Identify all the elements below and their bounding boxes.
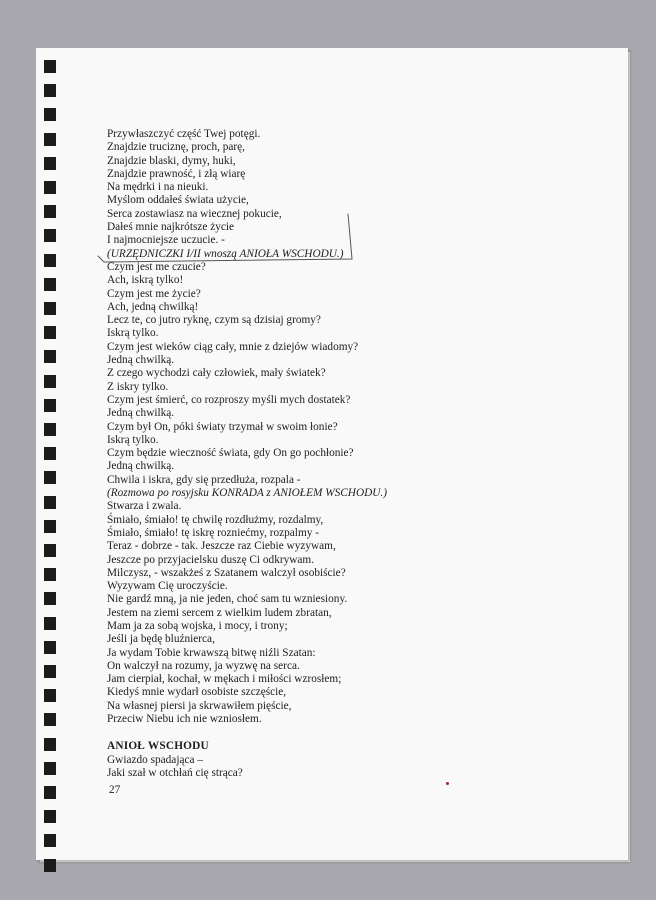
verse-line: Dałeś mnie najkrótsze życie	[107, 221, 235, 234]
verse-line: Jedną chwilką.	[107, 460, 175, 473]
binding-ring	[44, 520, 56, 533]
verse-line: Kiedyś mnie wydarł osobiste szczęście,	[107, 686, 287, 699]
verse-line: Jam cierpiał, kochał, w mękach i miłości wzrosłem;	[107, 673, 342, 686]
binding-ring	[44, 60, 56, 73]
verse-line: Wyzywam Cię uroczyście.	[107, 580, 228, 593]
binding-ring	[44, 447, 56, 460]
binding-ring	[44, 810, 56, 823]
verse-line: Iskrą tylko.	[107, 433, 159, 446]
verse-line: Na własnej piersi ja skrwawiłem pięście,	[107, 699, 292, 712]
binding-ring	[44, 84, 56, 97]
verse-line: Jeśli ja będę bluźnierca,	[107, 633, 215, 646]
binding-ring	[44, 665, 56, 678]
binding-ring	[44, 326, 56, 339]
binding-ring	[44, 713, 56, 726]
verse-line: Iskrą tylko.	[107, 327, 159, 340]
binding-ring	[44, 302, 56, 315]
verse-line: Jeszcze po przyjacielsku duszę Ci odkrywam.	[107, 553, 315, 566]
verse-line: Z czego wychodzi cały człowiek, mały światek?	[107, 367, 326, 380]
binding-ring	[44, 350, 56, 363]
verse-line: Ach, iskrą tylko!	[107, 274, 184, 287]
verse-line: Na mędrki i na nieuki.	[107, 181, 209, 194]
binding-ring	[44, 471, 56, 484]
stanza-gap	[107, 726, 427, 740]
verse-line: Śmiało, śmiało! tę chwilę rozdłużmy, rozdalmy,	[107, 513, 324, 526]
verse-line: Lecz te, co jutro ryknę, czym są dzisiaj gromy?	[107, 314, 321, 327]
verse-line: Chwila i iskra, gdy się przedłuża, rozpala -	[107, 473, 301, 486]
binding-ring	[44, 762, 56, 775]
verse-line: Ach, jedną chwilką!	[107, 300, 199, 313]
verse-line: Śmiało, śmiało! tę iskrę rozniećmy, rozpalmy -	[107, 526, 319, 539]
verse-line: Gwiazdo spadająca –	[107, 753, 203, 766]
binding-ring	[44, 278, 56, 291]
verse-line: Ja wydam Tobie krwawszą bitwę niźli Szatan:	[107, 646, 316, 659]
binding-ring	[44, 786, 56, 799]
verse-line: Przywłaszczyć część Twej potęgi.	[107, 128, 261, 140]
verse-line: Milczysz, - wszakżeś z Szatanem walczył osobiście?	[107, 566, 346, 579]
stage-direction: (URZĘDNICZKI I/II wnoszą ANIOŁA WSCHODU.)	[107, 247, 344, 260]
binding-ring	[44, 181, 56, 194]
binding-ring	[44, 229, 56, 242]
verse-line: Mam ja za sobą wojska, i mocy, i trony;	[107, 619, 288, 632]
binding-ring	[44, 254, 56, 267]
binding-ring	[44, 423, 56, 436]
verse-line: Przeciw Niebu ich nie wzniosłem.	[107, 713, 262, 726]
verse-line: Znajdzie truciznę, proch, parę,	[107, 141, 246, 154]
binding-ring	[44, 133, 56, 146]
page-number: 27	[109, 784, 121, 796]
verse-line: Nie gardź mną, ja nie jeden, choć sam tu wzniesiony.	[107, 593, 348, 606]
verse-line: Znajdzie prawność, i złą wiarę	[107, 167, 246, 180]
binding-ring	[44, 738, 56, 751]
verse-line: On walczył na rozumy, ja wyzwę na serca.	[107, 659, 300, 672]
binding-ring	[44, 617, 56, 630]
verse-line: Czym jest me czucie?	[107, 260, 206, 273]
verse-line: Stwarza i zwala.	[107, 500, 182, 513]
binding-ring	[44, 689, 56, 702]
verse-line: Myślom oddałeś świata użycie,	[107, 194, 249, 207]
binding-ring	[44, 157, 56, 170]
binding-ring	[44, 544, 56, 557]
binding-ring	[44, 859, 56, 872]
spiral-binding	[0, 0, 60, 900]
binding-ring	[44, 205, 56, 218]
verse-line: Czym jest wieków ciąg cały, mnie z dziejów wiadomy?	[107, 340, 359, 353]
verse-line: I najmocniejsze uczucie. -	[107, 234, 225, 247]
binding-ring	[44, 108, 56, 121]
binding-ring	[44, 399, 56, 412]
verse-line: Serca zostawiasz na wiecznej pokucie,	[107, 207, 282, 220]
verse-line: Jestem na ziemi sercem z wielkim ludem zbratan,	[107, 606, 332, 619]
verse-line: Jaki szał w otchłań cię strąca?	[107, 766, 243, 779]
verse-line: Czym jest śmierć, co rozproszy myśli mych dostatek?	[107, 393, 351, 406]
binding-ring	[44, 568, 56, 581]
poem-text	[107, 128, 427, 780]
verse-line: Czym będzie wieczność świata, gdy On go pochłonie?	[107, 447, 354, 460]
binding-ring	[44, 496, 56, 509]
verse-line: Czym był On, póki światy trzymał w swoim łonie?	[107, 420, 338, 433]
verse-line: Znajdzie blaski, dymy, huki,	[107, 154, 236, 167]
red-speck	[446, 782, 449, 785]
binding-ring	[44, 375, 56, 388]
verse-line: Jedną chwilką.	[107, 407, 175, 420]
binding-ring	[44, 592, 56, 605]
verse-line: Z iskry tylko.	[107, 380, 169, 393]
speaker-name: ANIOŁ WSCHODU	[107, 740, 209, 753]
binding-ring	[44, 834, 56, 847]
binding-ring	[44, 641, 56, 654]
verse-line: Jedną chwilką.	[107, 354, 175, 367]
verse-line: Czym jest me życie?	[107, 287, 201, 300]
stage-direction: (Rozmowa po rosyjsku KONRADA z ANIOŁEM WSCHODU.)	[107, 487, 388, 500]
verse-line: Teraz - dobrze - tak. Jeszcze raz Ciebie wyzywam,	[107, 540, 336, 553]
